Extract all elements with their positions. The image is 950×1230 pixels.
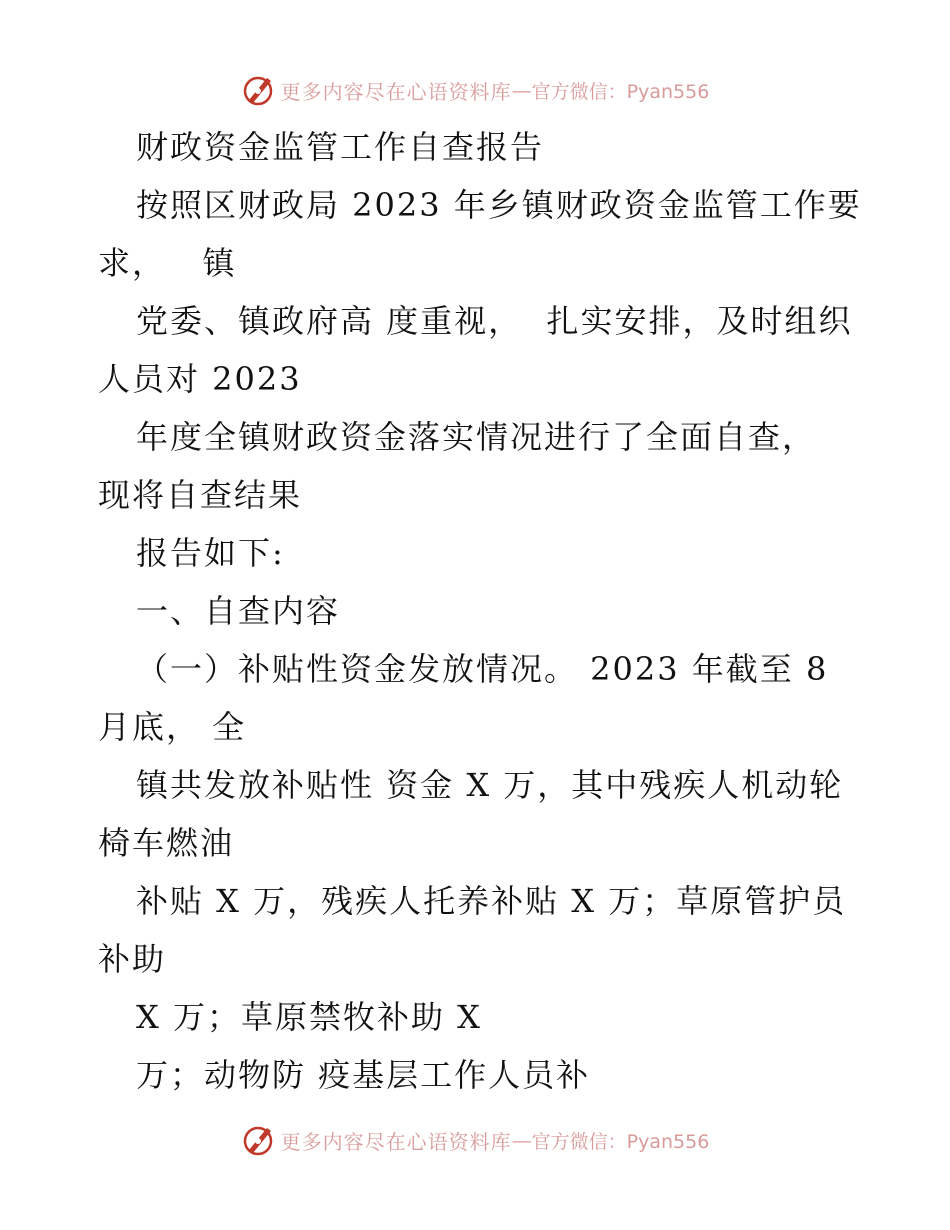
- watermark-dash: —: [511, 1128, 532, 1152]
- pen-logo-icon: [241, 72, 277, 108]
- document-title: 财政资金监管工作自查报告: [136, 128, 545, 166]
- text-line: 万；动物防 疫基层工作人员补: [136, 1056, 591, 1094]
- footer-watermark: [0, 1120, 950, 1160]
- text-line: 月底， 全: [98, 708, 247, 746]
- text-line: X 万；草原禁牧补助 X: [136, 998, 482, 1036]
- text-line: 年度全镇财政资金落实情况进行了全面自查，: [136, 418, 817, 456]
- text-line: 求， 镇: [98, 244, 237, 282]
- watermark-wechat: 官方微信：Pyan556: [531, 80, 710, 103]
- watermark-wechat: 官方微信：Pyan556: [531, 1130, 710, 1153]
- text-line: 现将自查结果: [98, 476, 303, 514]
- text-line: 党委、镇政府高 度重视， 扎实安排，及时组织: [136, 302, 853, 340]
- text-line: 人员对 2023: [98, 360, 302, 398]
- text-line: 补助: [98, 940, 167, 978]
- text-line: 椅车燃油: [98, 824, 235, 862]
- text-line: 报告如下:: [136, 534, 285, 572]
- header-watermark: [0, 70, 950, 110]
- watermark-text: 更多内容尽在心语资料库: [280, 79, 512, 104]
- pen-logo-icon: [241, 1122, 277, 1158]
- text-line: （一）补贴性资金发放情况。 2023 年截至 8: [136, 650, 829, 688]
- text-line: 补贴 X 万，残疾人托养补贴 X 万；草原管护员: [136, 882, 847, 920]
- section-heading: 一、自查内容: [136, 592, 341, 630]
- text-line: 按照区财政局 2023 年乡镇财政资金监管工作要: [136, 186, 862, 224]
- watermark-dash: —: [511, 78, 532, 102]
- watermark-text: 更多内容尽在心语资料库: [280, 1129, 512, 1154]
- text-line: 镇共发放补贴性 资金 X 万，其中残疾人机动轮: [136, 766, 844, 804]
